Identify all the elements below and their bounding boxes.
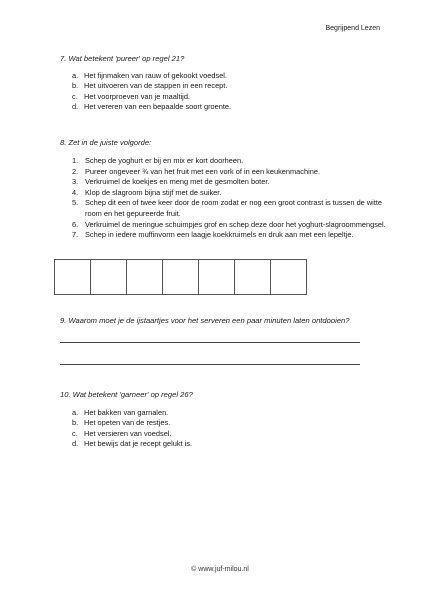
- question-8-steps: [72, 156, 392, 241]
- step-row: [72, 167, 392, 178]
- step-number: 4.: [72, 187, 79, 197]
- option-letter: c.: [72, 91, 78, 101]
- option-text: Het bakken van garnalen.: [84, 408, 169, 417]
- step-text: Verkruimel de koekjes en meng met de gesmolten boter.: [85, 177, 270, 187]
- answer-box[interactable]: [126, 259, 163, 295]
- option-letter: c.: [72, 428, 78, 438]
- step-row: [72, 220, 392, 231]
- step-number: 1.: [72, 156, 79, 165]
- answer-line[interactable]: [60, 364, 360, 365]
- option-letter: a.: [72, 408, 79, 417]
- answer-box[interactable]: [270, 259, 307, 295]
- step-text: Verkruimel de meringue schuimpjes grof en schep deze door het yoghurt-slagroommengsel.: [85, 219, 386, 229]
- option-row: [72, 102, 231, 112]
- option-row: [72, 408, 192, 418]
- option-text: Het vereren van een bepaalde soort groente.: [84, 102, 232, 112]
- footer-copyright: © www.juf-milou.nl: [191, 566, 249, 573]
- step-text: Pureer ongeveer ¾ van het fruit met een vork of in een keukenmachine.: [85, 166, 320, 176]
- step-number: 3.: [72, 177, 79, 187]
- step-row: [72, 156, 392, 167]
- step-text: Schep dit een of twee keer door de room zodat er nog een groot contrast is tussen de witte room en het gepureerde fruit.: [85, 198, 383, 218]
- answer-box[interactable]: [234, 259, 271, 295]
- header-title: Begrijpend Lezen: [325, 25, 380, 32]
- step-row: [72, 188, 392, 199]
- step-row: [72, 177, 392, 188]
- step-row: [72, 198, 392, 219]
- answer-box[interactable]: [90, 259, 127, 295]
- step-number: 7.: [72, 230, 79, 240]
- option-letter: b.: [72, 418, 79, 428]
- answer-box[interactable]: [54, 259, 91, 295]
- option-row: [72, 71, 231, 81]
- question-7: 7. Wat betekent 'pureer' op regel 21?: [60, 54, 185, 63]
- option-row: [72, 429, 192, 439]
- question-10: 10. Wat betekent 'garneer' op regel 26?: [60, 390, 193, 399]
- answer-boxes: [54, 259, 307, 295]
- option-letter: a.: [72, 71, 79, 80]
- option-row: [72, 92, 231, 102]
- step-number: 2.: [72, 166, 79, 176]
- option-letter: b.: [72, 81, 79, 91]
- question-7-options: [72, 71, 231, 113]
- option-row: [72, 439, 192, 449]
- option-row: [72, 81, 231, 91]
- option-row: [72, 418, 192, 428]
- question-8: 8. Zet in de juiste volgorde:: [60, 138, 152, 147]
- option-text: Het opeten van de restjes.: [84, 418, 171, 428]
- option-letter: d.: [72, 439, 79, 449]
- step-number: 6.: [72, 219, 79, 229]
- option-text: Het fijnmaken van rauw of gekookt voedsel.: [84, 71, 227, 80]
- answer-box[interactable]: [198, 259, 235, 295]
- option-text: Het versieren van voedsel.: [84, 428, 172, 438]
- answer-line[interactable]: [60, 342, 360, 343]
- question-9: 9. Waarom moet je de ijstaartjes voor het serveren een paar minuten laten ontdooien?: [60, 316, 350, 325]
- option-text: Het voorproeven van je maaltijd.: [84, 91, 190, 101]
- question-10-options: [72, 408, 192, 450]
- option-text: Het bewijs dat je recept gelukt is.: [84, 439, 193, 449]
- step-text: Schep in iedere muffinvorm een laagje koekkruimels en druk aan met een lepeltje.: [85, 230, 354, 240]
- option-text: Het uitvoeren van de stappen in een recept.: [84, 81, 228, 91]
- step-number: 5.: [72, 198, 79, 208]
- step-text: Schep de yoghurt er bij en mix er kort doorheen.: [85, 156, 244, 165]
- answer-box[interactable]: [162, 259, 199, 295]
- step-row: [72, 230, 392, 241]
- option-letter: d.: [72, 102, 79, 112]
- step-text: Klop de slagroom bijna stijf met de suiker.: [85, 187, 222, 197]
